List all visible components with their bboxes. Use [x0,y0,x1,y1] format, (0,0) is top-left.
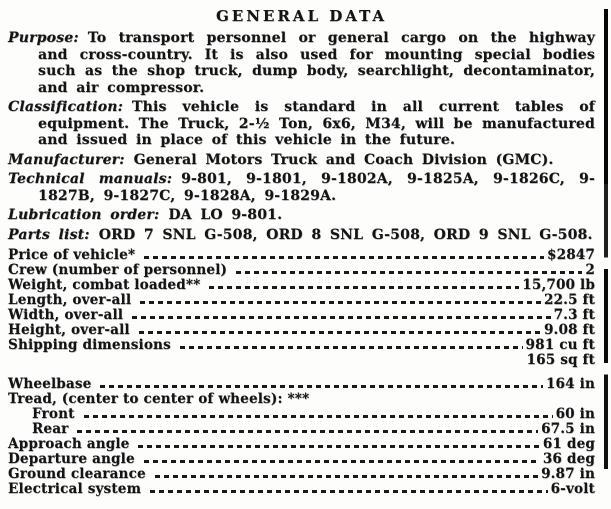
spec-row-weight [8,278,595,293]
dotted-leader [155,475,538,478]
purpose-text: To transport personnel or general cargo on the highway and cross-country. It is also used for mounting special bodies such as the shop truck, dump body, searchlight, decontaminator, and air compressor. [38,30,595,96]
dotted-leader [150,490,548,493]
spec-row-height [8,323,595,338]
dotted-leader [100,385,543,388]
spec-table [8,248,595,497]
spec-row-length [8,293,595,308]
spec-value: 9.87 in [541,466,595,482]
spec-row-tread-header [8,392,595,407]
purpose-paragraph [8,30,595,96]
spec-value: 67.5 in [541,421,595,437]
spec-label: Length, over-all [8,292,132,308]
spec-row-price [8,248,595,263]
classification-paragraph [8,99,595,149]
spec-value: 6-volt [550,481,595,497]
spec-row-tread-rear [8,422,595,437]
spec-label: Price of vehicle* [8,247,136,263]
technical-manuals-label: Technical manuals: [8,171,173,187]
spec-label: Front [32,406,75,422]
spec-label: Height, over-all [8,322,130,338]
lubrication-order-text: DA LO 9-801. [168,207,283,223]
spec-row-shipping-dimensions [8,338,595,353]
dotted-leader [236,271,582,274]
spec-value: 165 sq ft [526,352,595,368]
lubrication-order-label: Lubrication order: [8,207,160,223]
purpose-label: Purpose: [8,30,79,46]
spec-value: 61 deg [542,436,595,452]
spec-label: Rear [32,421,69,437]
spec-label: Shipping dimensions [8,337,171,353]
spec-value: 60 in [555,406,595,422]
classification-label: Classification: [8,99,124,115]
spec-value: 22.5 ft [543,292,595,308]
spec-row-departure-angle [8,452,595,467]
spec-row-shipping-dimensions-cont [8,353,595,368]
spec-row-wheelbase [8,377,595,392]
technical-manuals-text: 9-801, 9-1801, 9-1802A, 9-1825A, 9-1826C, 9-1827B, 9-1827C, 9-1828A, 9-1829A. [38,171,595,204]
spec-row-tread-front [8,407,595,422]
spec-value: 15,700 lb [522,277,595,293]
classification-text: This vehicle is standard in all current tables of equipment. The Truck, 2-½ Ton, 6x6, M34, will be manufactured and issued in place of this vehicle in the future. [38,99,595,148]
dotted-leader [138,445,539,448]
manufacturer-paragraph [8,152,595,169]
spec-value: 2 [585,262,595,278]
spec-label: Electrical system [8,481,142,497]
manufacturer-text: General Motors Truck and Coach Division (GMC). [133,151,554,168]
spec-row-crew [8,263,595,278]
dotted-leader [144,460,540,463]
spec-value: 981 cu ft [525,337,595,353]
spec-row-electrical-system [8,482,595,497]
scan-edge-artifact [604,9,608,469]
dotted-leader [209,286,519,289]
spec-label: Wheelbase [8,376,92,392]
spec-row-ground-clearance [8,467,595,482]
dotted-leader [77,430,538,433]
spec-label: Width, over-all [8,307,124,323]
lubrication-order-paragraph [8,207,595,224]
spec-label: Ground clearance [8,466,146,482]
spec-value: 36 deg [542,451,595,467]
parts-list-label: Parts list: [8,226,90,243]
spec-row-approach-angle [8,437,595,452]
spec-label: Weight, combat loaded** [8,277,201,293]
dotted-leader [144,256,544,259]
manufacturer-label: Manufacturer: [8,151,125,168]
page-title: GENERAL DATA [215,7,388,25]
parts-list-text: ORD 7 SNL G-508, ORD 8 SNL G-508, ORD 9 SNL G-508. [98,226,593,243]
spec-value: 7.3 ft [553,307,595,323]
spec-value: $2847 [547,247,595,263]
spec-row-width [8,308,595,323]
dotted-leader [180,346,523,349]
spec-value: 9.08 ft [543,322,595,338]
spec-label: Approach angle [8,436,130,452]
technical-manuals-paragraph [8,171,595,204]
spec-label: Tread, (center to center of wheels): *** [8,391,310,407]
spec-label: Crew (number of personnel) [8,262,228,278]
spec-label: Departure angle [8,451,135,467]
dotted-leader [139,331,541,334]
parts-list-paragraph [8,227,595,244]
dotted-leader [140,301,541,304]
dotted-leader [84,415,553,418]
dotted-leader [132,316,550,319]
spec-value: 164 in [545,376,595,392]
